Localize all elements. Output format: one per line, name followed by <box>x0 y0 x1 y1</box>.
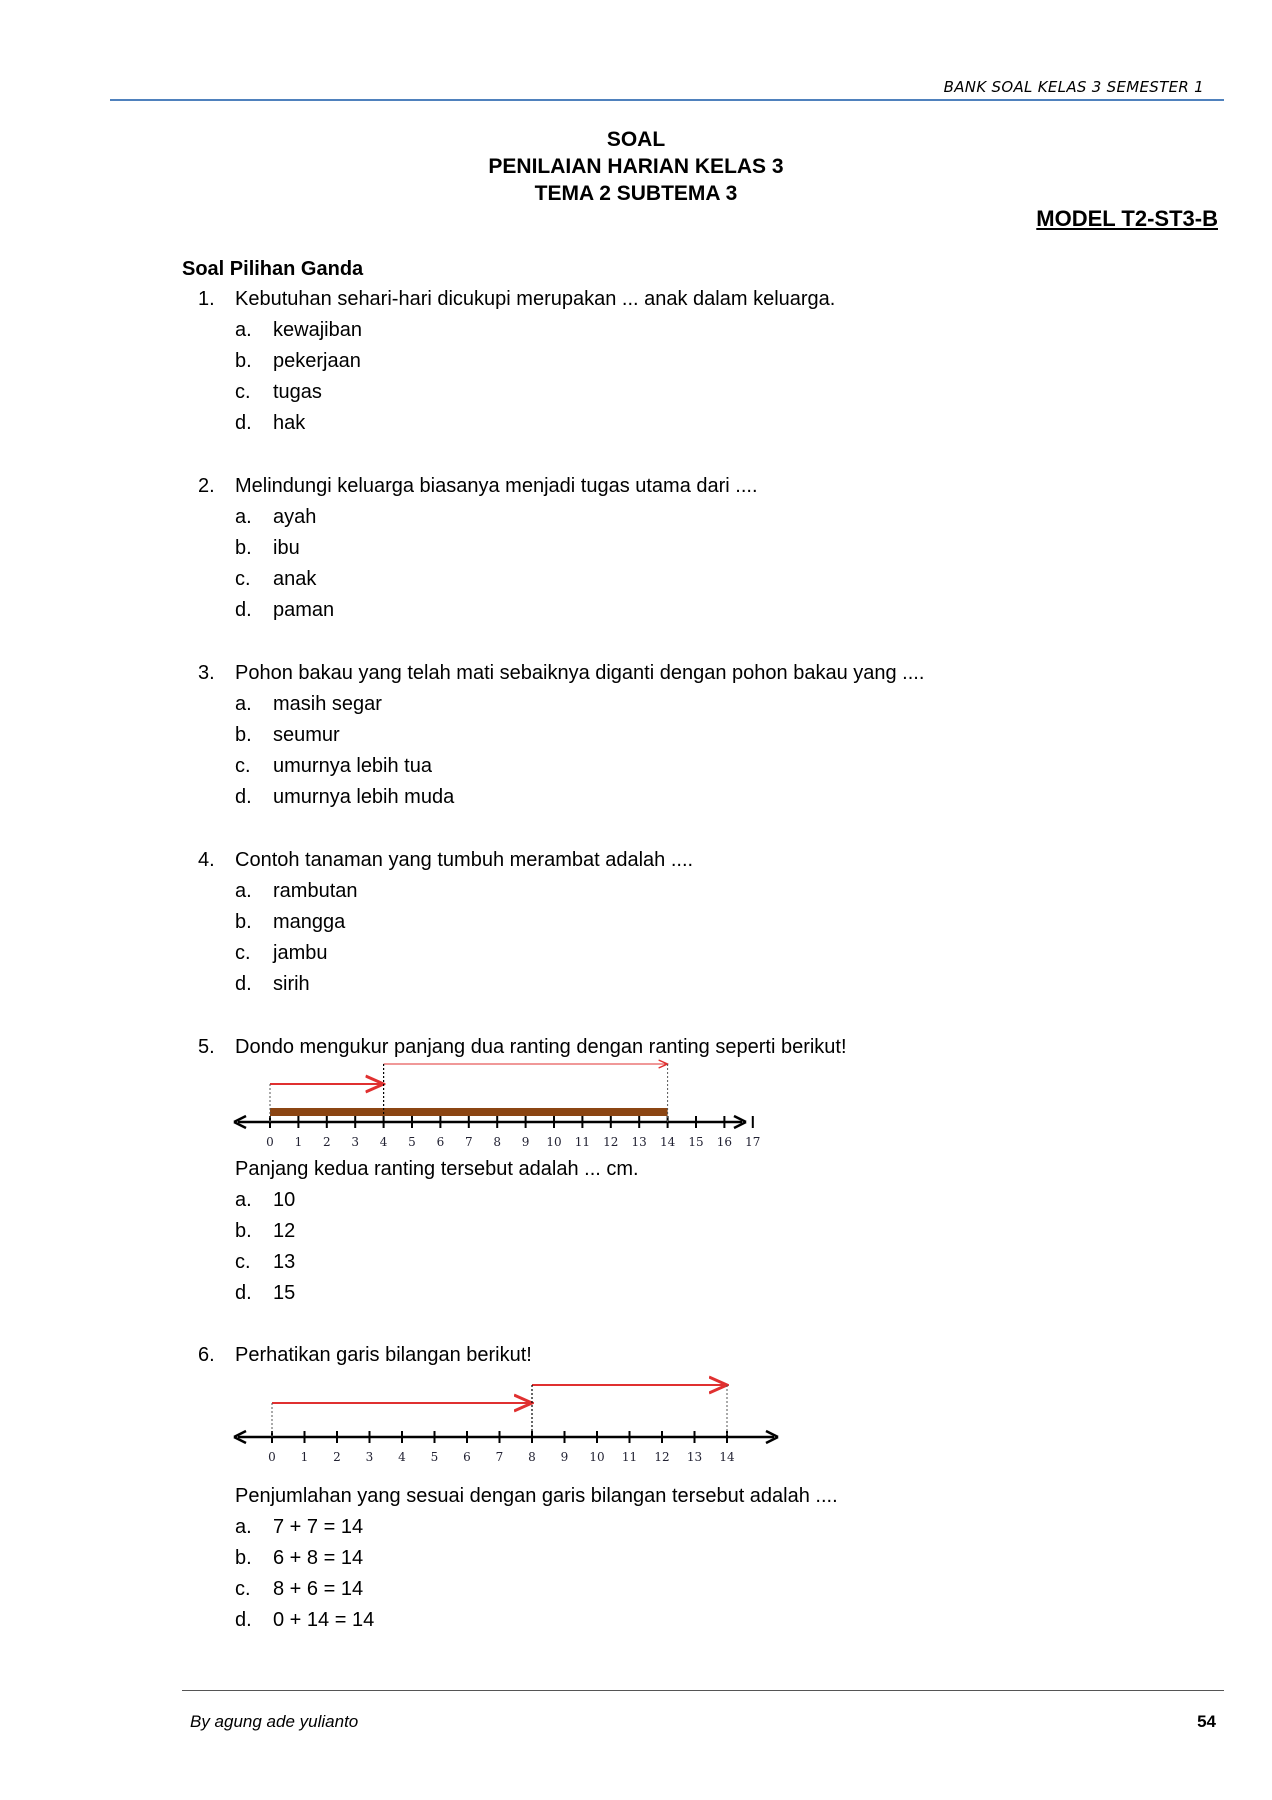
question-text: Melindungi keluarga biasanya menjadi tugas utama dari .... <box>235 475 758 497</box>
tick-label: 10 <box>589 1450 605 1464</box>
section-title: Soal Pilihan Ganda <box>182 258 364 280</box>
option-letter: c. <box>235 1251 251 1273</box>
option-text: kewajiban <box>273 319 362 341</box>
title-line-2: PENILAIAN HARIAN KELAS 3 <box>488 155 784 178</box>
tick-label: 6 <box>463 1450 471 1464</box>
option-text: umurnya lebih tua <box>273 755 432 777</box>
option-letter: d. <box>235 412 252 434</box>
tick-label: 13 <box>686 1450 703 1464</box>
option-text: masih segar <box>273 693 382 715</box>
number-line-addition <box>230 1375 790 1475</box>
question-text: Perhatikan garis bilangan berikut! <box>235 1344 532 1366</box>
question-subtext: Penjumlahan yang sesuai dengan garis bilangan tersebut adalah .... <box>235 1485 838 1507</box>
footer-author: By agung ade yulianto <box>190 1712 359 1731</box>
tick-label: 6 <box>436 1135 445 1149</box>
option-letter: c. <box>235 1578 251 1600</box>
tick-label: 14 <box>719 1450 735 1464</box>
twig-bar <box>270 1108 668 1116</box>
option-letter: a. <box>235 880 252 902</box>
option-letter: c. <box>235 381 251 403</box>
tick-label: 10 <box>546 1135 562 1149</box>
option-letter: a. <box>235 506 252 528</box>
option-text: umurnya lebih muda <box>273 786 455 808</box>
option-letter: c. <box>235 755 251 777</box>
tick-label: 0 <box>266 1135 274 1149</box>
option-letter: d. <box>235 1282 252 1304</box>
option-text: 13 <box>273 1251 296 1273</box>
option-letter: b. <box>235 724 252 746</box>
tick-label: 2 <box>322 1135 331 1149</box>
tick-label: 17 <box>745 1135 760 1149</box>
option-letter: a. <box>235 693 252 715</box>
tick-label: 1 <box>294 1135 303 1149</box>
model-code: MODEL T2-ST3-B <box>1036 206 1218 231</box>
title-line-3: TEMA 2 SUBTEMA 3 <box>534 182 738 205</box>
tick-label: 8 <box>528 1450 536 1464</box>
question-number: 4. <box>198 849 215 871</box>
option-text: 10 <box>273 1189 296 1211</box>
tick-label: 4 <box>379 1135 388 1149</box>
question-text: Dondo mengukur panjang dua ranting dengan ranting seperti berikut! <box>235 1036 847 1058</box>
tick-label: 15 <box>688 1135 704 1149</box>
option-text: pekerjaan <box>273 350 361 372</box>
option-letter: b. <box>235 911 252 933</box>
question-text: Pohon bakau yang telah mati sebaiknya diganti dengan pohon bakau yang .... <box>235 662 925 684</box>
option-letter: c. <box>235 568 251 590</box>
tick-label: 5 <box>408 1135 416 1149</box>
option-text: jambu <box>273 942 328 964</box>
tick-label: 13 <box>631 1135 647 1149</box>
option-text: 0 + 14 = 14 <box>273 1609 375 1631</box>
option-text: 6 + 8 = 14 <box>273 1547 364 1569</box>
option-letter: c. <box>235 942 251 964</box>
tick-label: 1 <box>300 1450 309 1464</box>
tick-label: 14 <box>659 1135 676 1149</box>
question-subtext: Panjang kedua ranting tersebut adalah ... cm. <box>235 1158 639 1180</box>
tick-label: 2 <box>333 1450 341 1464</box>
tick-label: 12 <box>603 1135 619 1149</box>
option-letter: b. <box>235 350 252 372</box>
question-number: 3. <box>198 662 215 684</box>
option-letter: d. <box>235 1609 252 1631</box>
tick-label: 0 <box>268 1450 276 1464</box>
footer-rule <box>182 1690 1224 1691</box>
running-header: BANK SOAL KELAS 3 SEMESTER 1 <box>943 78 1204 96</box>
number-line-twigs <box>230 1055 760 1155</box>
option-text: seumur <box>273 724 340 746</box>
tick-label: 11 <box>621 1450 638 1464</box>
option-text: sirih <box>273 973 310 995</box>
option-text: hak <box>273 412 306 434</box>
tick-label: 12 <box>654 1450 670 1464</box>
option-letter: a. <box>235 1189 252 1211</box>
option-letter: b. <box>235 1547 252 1569</box>
option-text: ibu <box>273 537 300 559</box>
option-text: paman <box>273 599 335 621</box>
question-number: 2. <box>198 475 215 497</box>
option-text: ayah <box>273 506 317 528</box>
tick-label: 4 <box>398 1450 406 1464</box>
question-text: Kebutuhan sehari-hari dicukupi merupakan ... anak dalam keluarga. <box>235 288 836 310</box>
tick-label: 8 <box>493 1135 502 1149</box>
option-text: 7 + 7 = 14 <box>273 1516 364 1538</box>
tick-label: 11 <box>574 1135 591 1149</box>
tick-label: 7 <box>464 1135 473 1149</box>
tick-label: 3 <box>351 1135 360 1149</box>
option-text: tugas <box>273 381 322 403</box>
question-number: 1. <box>198 288 215 310</box>
option-letter: b. <box>235 537 252 559</box>
question-number: 6. <box>198 1344 215 1366</box>
option-text: mangga <box>273 911 346 933</box>
option-letter: a. <box>235 1516 252 1538</box>
tick-label: 9 <box>560 1450 569 1464</box>
option-letter: a. <box>235 319 252 341</box>
tick-label: 3 <box>365 1450 374 1464</box>
option-letter: d. <box>235 786 252 808</box>
page-number: 54 <box>1197 1712 1216 1731</box>
header-rule <box>110 99 1224 101</box>
title-line-1: SOAL <box>606 128 666 151</box>
option-letter: d. <box>235 599 252 621</box>
tick-label: 5 <box>430 1450 439 1464</box>
option-text: 12 <box>273 1220 296 1242</box>
tick-label: 9 <box>521 1135 530 1149</box>
option-letter: d. <box>235 973 252 995</box>
option-letter: b. <box>235 1220 252 1242</box>
option-text: anak <box>273 568 317 590</box>
option-text: 8 + 6 = 14 <box>273 1578 364 1600</box>
option-text: rambutan <box>273 880 358 902</box>
tick-label: 16 <box>716 1135 733 1149</box>
tick-label: 7 <box>495 1450 504 1464</box>
question-text: Contoh tanaman yang tumbuh merambat adalah .... <box>235 849 694 871</box>
question-number: 5. <box>198 1036 215 1058</box>
option-text: 15 <box>273 1282 296 1304</box>
